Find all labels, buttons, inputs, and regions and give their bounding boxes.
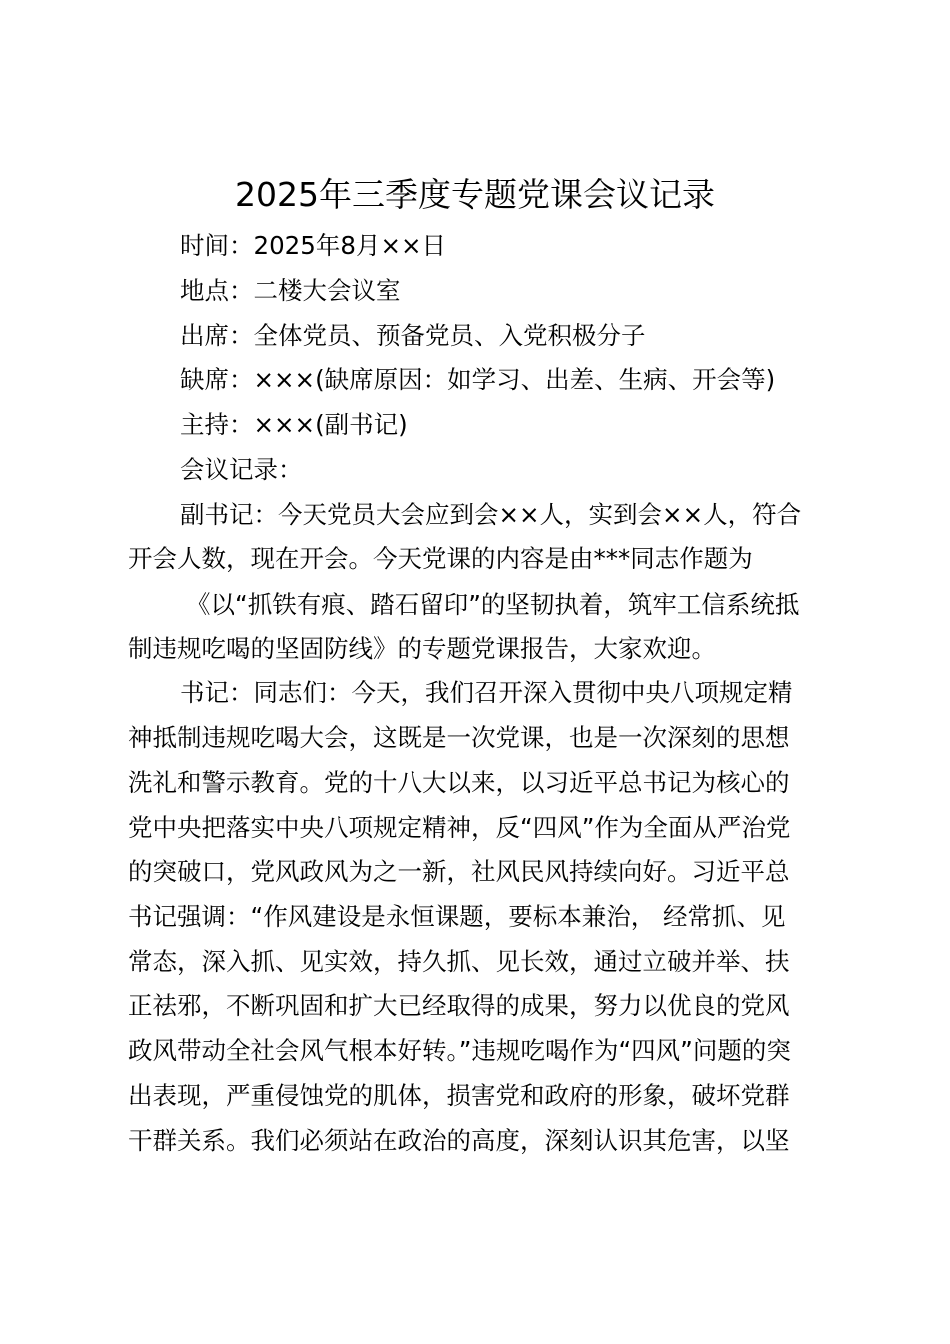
paragraph-line: 政风带动全社会风气根本好转。”违规吃喝作为“四风”问题的突 (128, 1036, 791, 1065)
paragraph-line: 出表现，严重侵蚀党的肌体，损害党和政府的形象，破坏党群 (128, 1081, 790, 1110)
paragraph-line: 党中央把落实中央八项规定精神，反“四风”作为全面从严治党 (128, 813, 791, 842)
paragraph-line: 正祛邪，不断巩固和扩大已经取得的成果，努力以优良的党风 (128, 991, 790, 1020)
meeting-record-label: 会议记录： (180, 455, 303, 484)
meeting-time: 时间：2025年8月××日 (180, 231, 446, 260)
paragraph-line: 干群关系。我们必须站在政治的高度，深刻认识其危害，以坚 (128, 1126, 790, 1155)
meeting-host: 主持：×××(副书记) (180, 410, 408, 439)
paragraph-line: 常态，深入抓、见实效，持久抓、见长效，通过立破并举、扶 (128, 947, 790, 976)
paragraph-line: 副书记：今天党员大会应到会××人，实到会××人，符合 (180, 500, 802, 529)
paragraph-line: 书记强调：“作风建设是永恒课题，要标本兼治， 经常抓、见 (128, 902, 786, 931)
meeting-attendees: 出席：全体党员、预备党员、入党积极分子 (180, 321, 646, 350)
paragraph-line: 的突破口，党风政风为之一新，社风民风持续向好。习近平总 (128, 857, 790, 886)
paragraph-line: 《以“抓铁有痕、踏石留印”的坚韧执着，筑牢工信系统抵 (186, 590, 800, 619)
paragraph-line: 制违规吃喝的坚固防线》的专题党课报告，大家欢迎。 (128, 634, 716, 663)
document-title: 2025年三季度专题党课会议记录 (235, 175, 715, 214)
paragraph-line: 书记：同志们：今天，我们召开深入贯彻中央八项规定精 (180, 678, 793, 707)
paragraph-line: 神抵制违规吃喝大会，这既是一次党课，也是一次深刻的思想 (128, 723, 790, 752)
meeting-place: 地点：二楼大会议室 (180, 276, 401, 305)
paragraph-line: 洗礼和警示教育。党的十八大以来，以习近平总书记为核心的 (128, 768, 790, 797)
meeting-absent: 缺席：×××(缺席原因：如学习、出差、生病、开会等) (180, 365, 776, 394)
paragraph-line: 开会人数，现在开会。今天党课的内容是由***同志作题为 (128, 544, 753, 573)
